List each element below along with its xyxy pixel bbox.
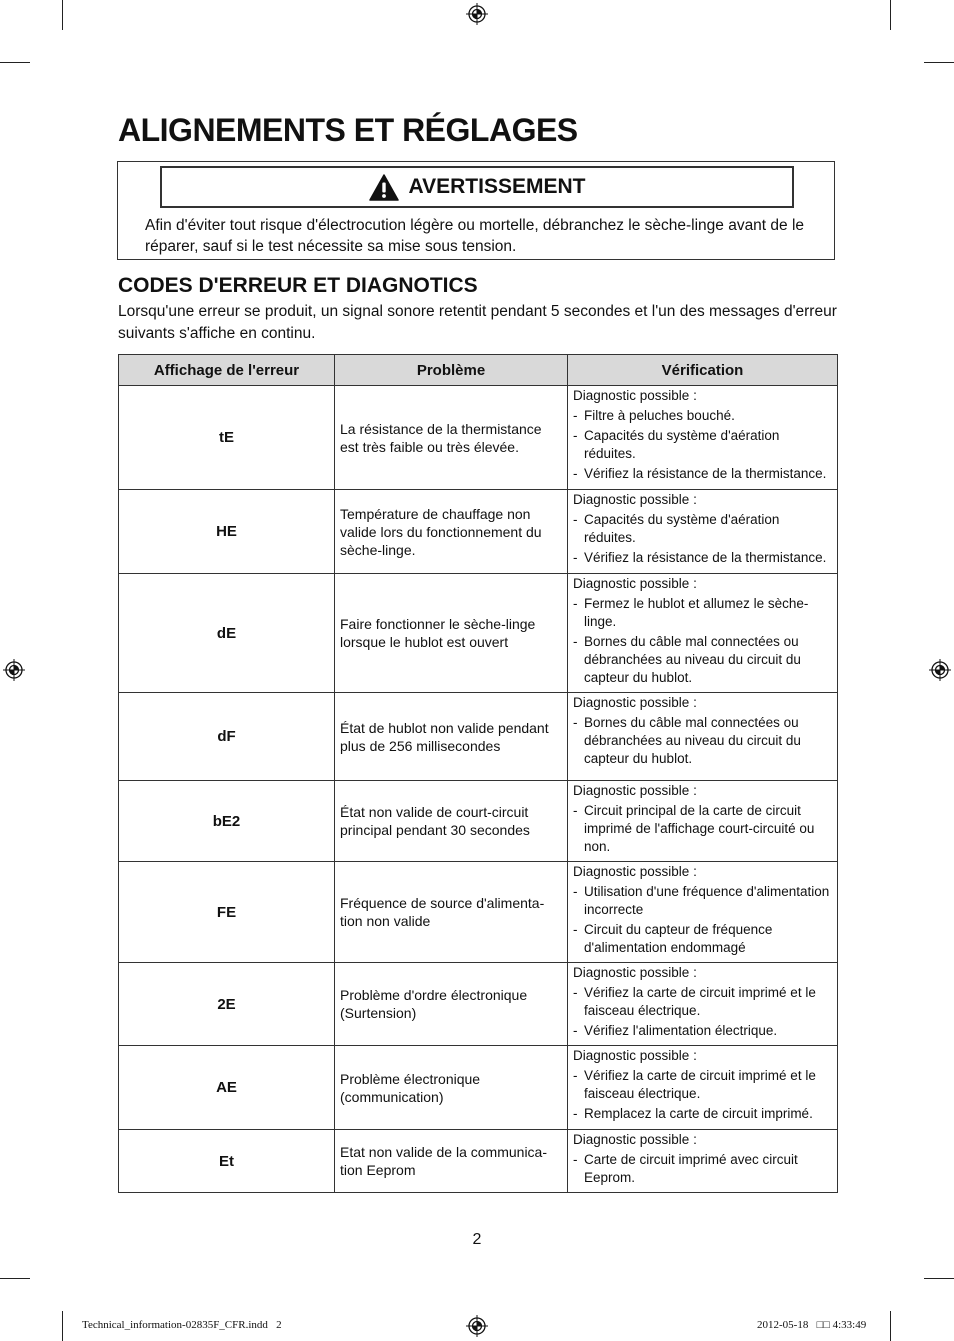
error-code: Et (119, 1130, 335, 1193)
verification-cell (568, 1046, 838, 1130)
verification-cell (568, 693, 838, 781)
error-code: tE (119, 386, 335, 490)
diagnostic-title: Diagnostic possible : (573, 492, 697, 507)
table-row (119, 386, 838, 490)
check-item: - Vérifiez la carte de circuit imprimé et le faisceau électrique. (573, 984, 833, 1020)
check-item: - Capacités du système d'aération réduites. (573, 427, 833, 463)
table-header-row (119, 355, 838, 386)
warning-text: Afin d'éviter tout risque d'électrocution légère ou mortelle, débranchez le sèche-linge avant de le réparer, sauf si le test nécessite sa mise sous tension. (145, 217, 805, 255)
check-list (573, 407, 833, 483)
error-code: dE (119, 574, 335, 693)
error-code: FE (119, 862, 335, 963)
problem-cell: Problème d'ordre électronique (Surtension) (335, 963, 568, 1046)
problem-cell: La résistance de la thermistance est très faible ou très élevée. (335, 386, 568, 490)
check-item: - Vérifiez la résistance de la thermistance. (573, 465, 833, 483)
warning-heading: AVERTISSEMENT (408, 175, 586, 198)
verification-cell (568, 963, 838, 1046)
check-item: - Vérifiez la résistance de la thermistance. (573, 549, 833, 567)
table-row (119, 862, 838, 963)
verification-cell (568, 781, 838, 862)
check-item: - Bornes du câble mal connectées ou débranchées au niveau du circuit du capteur du hublot. (573, 633, 833, 687)
check-item: - Remplacez la carte de circuit imprimé. (573, 1105, 833, 1123)
check-list (573, 714, 833, 768)
verification-cell (568, 386, 838, 490)
check-list (573, 1151, 833, 1187)
crop-mark (924, 1278, 954, 1279)
verification-cell (568, 490, 838, 574)
problem-cell: État de hublot non valide pendant plus de 256 millisecondes (335, 693, 568, 781)
crop-mark (62, 0, 63, 30)
crop-mark (62, 1311, 63, 1341)
footer-timestamp: 2012-05-18 □□ 4:33:49 (757, 1319, 867, 1331)
error-code: AE (119, 1046, 335, 1130)
crop-mark (0, 62, 30, 63)
check-item: - Utilisation d'une fréquence d'alimentation incorrecte (573, 883, 833, 919)
table-row (119, 1130, 838, 1193)
warning-triangle-icon (369, 174, 399, 201)
problem-cell: Etat non valide de la communica-tion Eeprom (335, 1130, 568, 1193)
crop-mark (924, 62, 954, 63)
section-title: CODES D'ERREUR ET DIAGNOTICS (118, 274, 478, 297)
check-item: - Bornes du câble mal connectées ou débranchées au niveau du circuit du capteur du hublot. (573, 714, 833, 768)
table-row (119, 963, 838, 1046)
registration-mark-icon (466, 1315, 488, 1337)
table-row (119, 1046, 838, 1130)
column-header-problem: Problème (335, 355, 568, 386)
table-row (119, 781, 838, 862)
error-code: dF (119, 693, 335, 781)
registration-mark-icon (929, 659, 951, 681)
check-item: - Carte de circuit imprimé avec circuit Eeprom. (573, 1151, 833, 1187)
column-header-display: Affichage de l'erreur (119, 355, 335, 386)
problem-cell: Fréquence de source d'alimenta-tion non valide (335, 862, 568, 963)
check-item: - Circuit du capteur de fréquence d'alimentation endommagé (573, 921, 833, 957)
check-item: - Fermez le hublot et allumez le sèche-linge. (573, 595, 833, 631)
table-row (119, 574, 838, 693)
check-item: - Filtre à peluches bouché. (573, 407, 833, 425)
error-code: HE (119, 490, 335, 574)
check-item: - Vérifiez l'alimentation électrique. (573, 1022, 833, 1040)
diagnostic-title: Diagnostic possible : (573, 1132, 697, 1147)
table-row (119, 693, 838, 781)
column-header-verification: Vérification (568, 355, 838, 386)
table-row (119, 490, 838, 574)
section-intro: Lorsqu'une erreur se produit, un signal sonore retentit pendant 5 secondes et l'un des messages d'erreur suivants s'affiche en continu. (118, 303, 837, 342)
verification-cell (568, 574, 838, 693)
warning-box (117, 161, 835, 260)
diagnostic-title: Diagnostic possible : (573, 965, 697, 980)
crop-mark (890, 0, 891, 30)
registration-mark-icon (3, 659, 25, 681)
check-list (573, 984, 833, 1040)
error-code: 2E (119, 963, 335, 1046)
check-list (573, 595, 833, 687)
check-item: - Capacités du système d'aération réduites. (573, 511, 833, 547)
crop-mark (0, 1278, 30, 1279)
verification-cell (568, 1130, 838, 1193)
check-item: - Circuit principal de la carte de circuit imprimé de l'affichage court-circuité ou non. (573, 802, 833, 856)
error-code: bE2 (119, 781, 335, 862)
crop-mark (890, 1311, 891, 1341)
diagnostic-title: Diagnostic possible : (573, 1048, 697, 1063)
diagnostic-title: Diagnostic possible : (573, 695, 697, 710)
diagnostic-title: Diagnostic possible : (573, 576, 697, 591)
diagnostic-title: Diagnostic possible : (573, 783, 697, 798)
check-item: - Vérifiez la carte de circuit imprimé et le faisceau électrique. (573, 1067, 833, 1103)
problem-cell: Faire fonctionner le sèche-linge lorsque le hublot est ouvert (335, 574, 568, 693)
verification-cell (568, 862, 838, 963)
problem-cell: État non valide de court-circuit principal pendant 30 secondes (335, 781, 568, 862)
problem-cell: Température de chauffage non valide lors du fonctionnement du sèche-linge. (335, 490, 568, 574)
check-list (573, 1067, 833, 1123)
registration-mark-icon (466, 3, 488, 25)
check-list (573, 883, 833, 957)
diagnostic-title: Diagnostic possible : (573, 864, 697, 879)
page-number: 2 (472, 1231, 482, 1248)
check-list (573, 511, 833, 567)
problem-cell: Problème électronique (communication) (335, 1046, 568, 1130)
page-title: ALIGNEMENTS ET RÉGLAGES (118, 112, 578, 148)
footer-filename: Technical_information-02835F_CFR.indd 2 (82, 1319, 282, 1331)
warning-header (160, 166, 794, 208)
diagnostic-title: Diagnostic possible : (573, 388, 697, 403)
error-codes-table (118, 354, 838, 1193)
check-list (573, 802, 833, 856)
